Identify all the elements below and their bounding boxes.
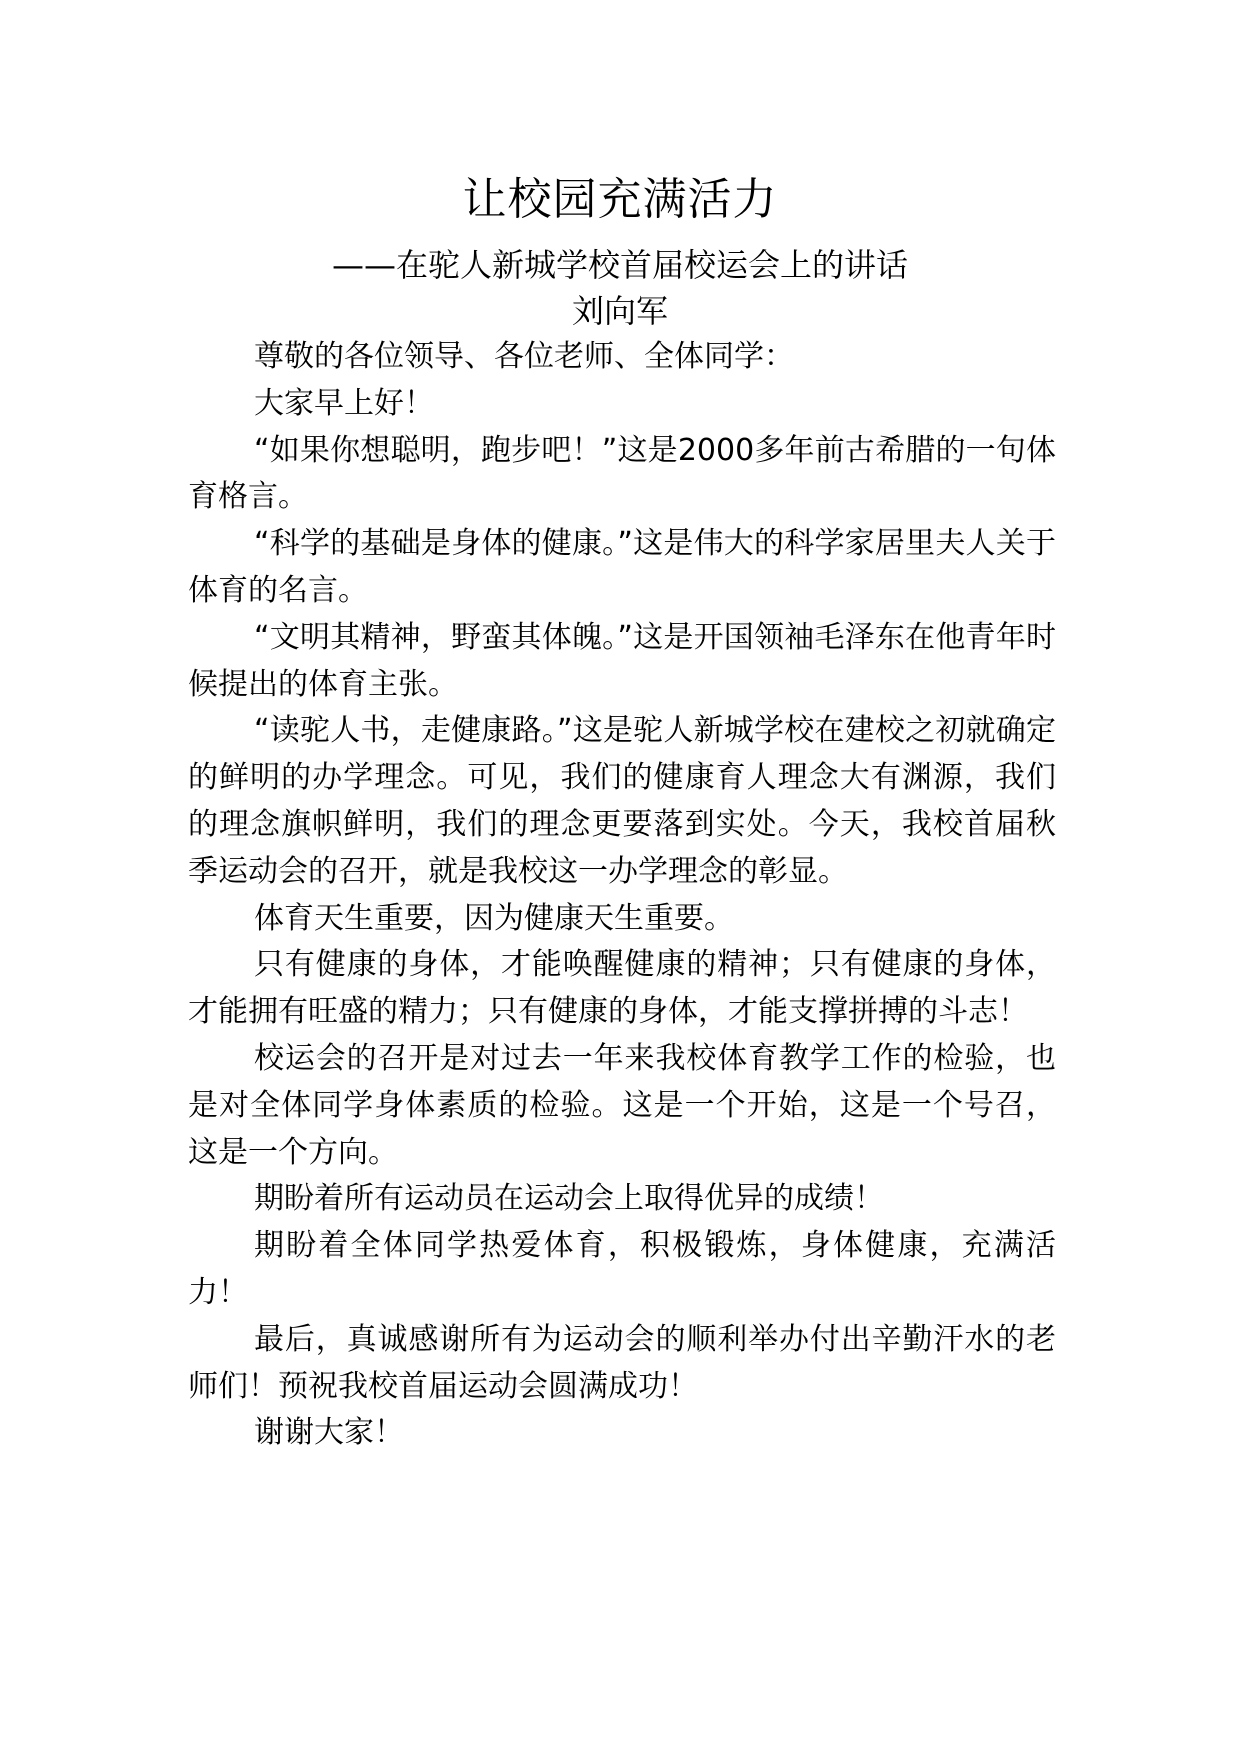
speech-body (188, 334, 1056, 1457)
paragraph-school-motto: “读驼人书，走健康路。”这是驼人新城学校在建校之初就确定的鲜明的办学理念。可见，我们的健康育人理念大有渊源，我们的理念旗帜鲜明，我们的理念更要落到实处。今天，我校首届秋季运动会的召开，就是我校这一办学理念的彰显。 (188, 713, 1056, 889)
paragraph-healthy-body: 只有健康的身体，才能唤醒健康的精神；只有健康的身体，才能拥有旺盛的精力；只有健康的身体，才能支撑拼搏的斗志！ (188, 947, 1056, 1030)
document-title: 让校园充满活力 (462, 174, 778, 225)
paragraph-wish-students: 期盼着全体同学热爱体育，积极锻炼，身体健康，充满活力！ (188, 1228, 1056, 1310)
paragraph-closing: 谢谢大家！ (254, 1415, 404, 1451)
paragraph-greeting: 尊敬的各位领导、各位老师、全体同学： (254, 339, 794, 374)
paragraph-wish-athletes: 期盼着所有运动员在运动会上取得优异的成绩！ (254, 1181, 884, 1217)
paragraph-good-morning: 大家早上好！ (254, 385, 434, 421)
paragraph-quote-mao: “文明其精神，野蛮其体魄。”这是开国领袖毛泽东在他青年时候提出的体育主张。 (188, 619, 1056, 702)
document-author: 刘向军 (571, 292, 668, 330)
paragraph-importance: 体育天生重要，因为健康天生重要。 (254, 900, 734, 936)
paragraph-games-meaning: 校运会的召开是对过去一年来我校体育教学工作的检验，也是对全体同学身体素质的检验。这是一个开始，这是一个号召，这是一个方向。 (188, 1040, 1056, 1170)
paragraph-quote-greece: “如果你想聪明，跑步吧！”这是2000多年前古希腊的一句体育格言。 (188, 432, 1056, 515)
paragraph-quote-curie: “科学的基础是身体的健康。”这是伟大的科学家居里夫人关于体育的名言。 (188, 526, 1056, 608)
paragraph-thanks-teachers: 最后，真诚感谢所有为运动会的顺利举办付出辛勤汗水的老师们！预祝我校首届运动会圆满成功！ (188, 1321, 1056, 1404)
document-subtitle: ——在驼人新城学校首届校运会上的讲话 (331, 246, 908, 284)
